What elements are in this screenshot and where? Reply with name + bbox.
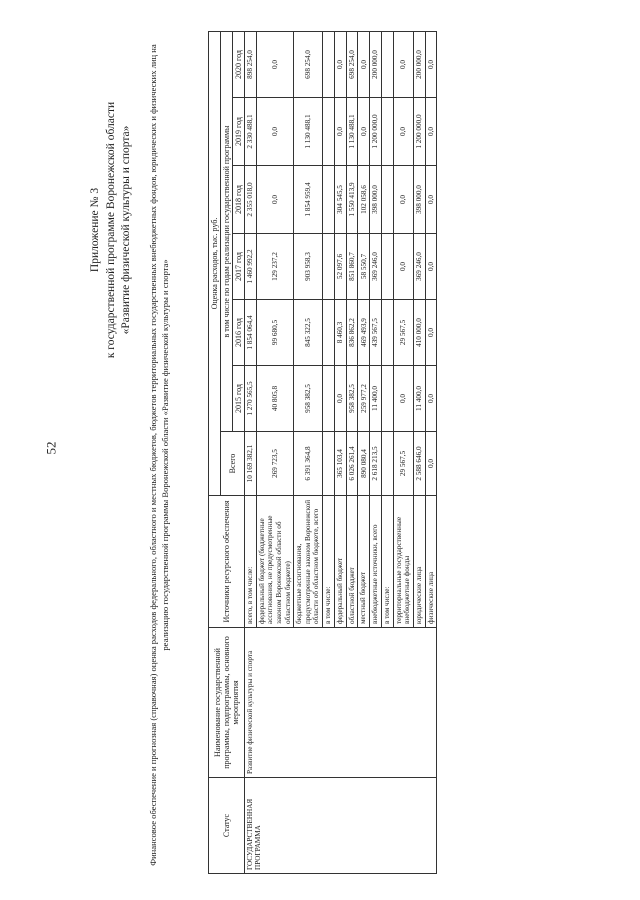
year-value-cell: 0,0: [425, 98, 437, 166]
year-value-cell: 0,0: [393, 166, 413, 234]
year-value-cell: [323, 234, 335, 300]
year-value-cell: 369 246,0: [413, 234, 425, 300]
total-cell: 269 723,5: [256, 432, 294, 496]
year-value-cell: 129 237,2: [256, 234, 294, 300]
year-value-cell: 851 860,7: [346, 234, 358, 300]
header-total: Всего: [221, 432, 245, 496]
year-value-cell: 1 200 000,0: [413, 98, 425, 166]
year-value-cell: 2 355 018,0: [245, 166, 257, 234]
year-value-cell: 0,0: [256, 31, 294, 97]
page-number: 52: [43, 441, 59, 455]
status-cell: ГОСУДАРСТВЕННАЯ ПРОГРАММА: [245, 778, 437, 874]
year-value-cell: 398 000,0: [413, 166, 425, 234]
year-value-cell: 1 854 959,4: [294, 166, 323, 234]
total-cell: 365 103,4: [335, 432, 347, 496]
header-year: 2019 год: [233, 98, 245, 166]
total-cell: 6 391 364,8: [294, 432, 323, 496]
total-cell: 6 026 261,4: [346, 432, 358, 496]
year-value-cell: [323, 300, 335, 366]
rotated-sheet: [30, 10, 630, 890]
total-cell: 29 567,5: [393, 432, 413, 496]
total-cell: 2 588 646,0: [413, 432, 425, 496]
year-value-cell: 8 460,3: [335, 300, 347, 366]
year-value-cell: 40 805,8: [256, 366, 294, 432]
year-value-cell: 1 550 413,9: [346, 166, 358, 234]
year-value-cell: 200 000,0: [370, 31, 382, 97]
year-value-cell: 369 246,0: [370, 234, 382, 300]
year-value-cell: 0,0: [425, 366, 437, 432]
total-cell: 2 618 213,5: [370, 432, 382, 496]
year-value-cell: 0,0: [425, 234, 437, 300]
year-value-cell: 0,0: [335, 98, 347, 166]
header-year: 2018 год: [233, 166, 245, 234]
source-cell: местный бюджет: [358, 496, 370, 628]
year-value-cell: 58 550,7: [358, 234, 370, 300]
header-year: 2015 год: [233, 366, 245, 432]
year-value-cell: [381, 300, 393, 366]
year-value-cell: 1 200 000,0: [370, 98, 382, 166]
year-value-cell: 898 254,0: [245, 31, 257, 97]
appendix-line-2: «Развитие физической культуры и спорта»: [120, 125, 133, 335]
appendix-title: Приложение № 3: [89, 187, 101, 273]
source-cell: физические лица: [425, 496, 437, 628]
source-cell: юридические лица: [413, 496, 425, 628]
year-value-cell: 958 382,5: [346, 366, 358, 432]
year-value-cell: [323, 31, 335, 97]
year-value-cell: 0,0: [335, 31, 347, 97]
year-value-cell: 1 130 488,1: [346, 98, 358, 166]
year-value-cell: 0,0: [335, 366, 347, 432]
year-value-cell: 1 270 565,5: [245, 366, 257, 432]
header-year: 2020 год: [233, 31, 245, 97]
year-value-cell: 698 254,0: [346, 31, 358, 97]
source-cell: федеральный бюджет: [335, 496, 347, 628]
year-value-cell: 398 000,0: [370, 166, 382, 234]
year-value-cell: 958 382,5: [294, 366, 323, 432]
budget-table: [208, 31, 437, 874]
year-value-cell: [323, 366, 335, 432]
year-value-cell: [381, 166, 393, 234]
year-value-cell: 11 400,0: [370, 366, 382, 432]
year-value-cell: 836 862,2: [346, 300, 358, 366]
year-value-cell: 11 400,0: [413, 366, 425, 432]
program-name-cell: Развитие физической культуры и спорта: [245, 628, 437, 778]
source-cell: всего, в том числе:: [245, 496, 257, 628]
header-source: Источники ресурсного обеспечения: [209, 496, 245, 628]
year-value-cell: 903 958,3: [294, 234, 323, 300]
year-value-cell: 469 493,9: [358, 300, 370, 366]
year-value-cell: [381, 366, 393, 432]
year-value-cell: 0,0: [425, 31, 437, 97]
year-value-cell: 0,0: [393, 98, 413, 166]
source-cell: в том числе:: [323, 496, 335, 628]
header-name: Наименование государственной программы, подпрограммы, основного мероприятия: [209, 628, 245, 778]
year-value-cell: 698 254,0: [294, 31, 323, 97]
source-cell: федеральный бюджет (бюджетные ассигнования, не предусмотренные законом Воронежской области об областном бюджете): [256, 496, 294, 628]
source-cell: внебюджетные источники, всего: [370, 496, 382, 628]
year-value-cell: 99 680,5: [256, 300, 294, 366]
appendix-header: [88, 90, 135, 370]
year-value-cell: 0,0: [393, 234, 413, 300]
header-year: 2016 год: [233, 300, 245, 366]
total-cell: 0,0: [425, 432, 437, 496]
total-cell: [381, 432, 393, 496]
total-cell: 10 169 382,1: [245, 432, 257, 496]
year-value-cell: 0,0: [358, 98, 370, 166]
year-value-cell: 845 322,5: [294, 300, 323, 366]
year-value-cell: 0,0: [425, 166, 437, 234]
total-cell: [323, 432, 335, 496]
header-by-year: в том числе по годам реализации государственной программы: [221, 31, 233, 431]
year-value-cell: 1 130 488,1: [294, 98, 323, 166]
table-caption: Финансовое обеспечение и прогнозная (справочная) оценка расходов федерального, областного и местных бюджетов, бюджетов территориальных государственных внебюджетных фондов, юридических и физических лиц на реализацию государственной программы Воронежской области «Развитие физической культуры и спорта»: [148, 44, 170, 866]
appendix-line-1: к государственной программе Воронежской области: [104, 101, 117, 359]
year-value-cell: 0,0: [393, 31, 413, 97]
year-value-cell: 0,0: [393, 366, 413, 432]
year-value-cell: 0,0: [256, 98, 294, 166]
table-row: [245, 31, 257, 873]
source-cell: территориальные государственные внебюджетные фонды: [393, 496, 413, 628]
source-cell: в том числе:: [381, 496, 393, 628]
year-value-cell: 410 000,0: [413, 300, 425, 366]
year-value-cell: [381, 31, 393, 97]
year-value-cell: [381, 234, 393, 300]
source-cell: областной бюджет: [346, 496, 358, 628]
total-cell: 890 080,4: [358, 432, 370, 496]
year-value-cell: [323, 98, 335, 166]
year-value-cell: [323, 166, 335, 234]
year-value-cell: 259 977,2: [358, 366, 370, 432]
header-year: 2017 год: [233, 234, 245, 300]
year-value-cell: 29 567,5: [393, 300, 413, 366]
year-value-cell: 0,0: [358, 31, 370, 97]
year-value-cell: 52 097,6: [335, 234, 347, 300]
year-value-cell: 2 330 488,1: [245, 98, 257, 166]
year-value-cell: 304 545,5: [335, 166, 347, 234]
header-estimate: Оценка расходов, тыс. руб.: [209, 31, 221, 495]
year-value-cell: 439 567,5: [370, 300, 382, 366]
year-value-cell: 0,0: [256, 166, 294, 234]
year-value-cell: 0,0: [425, 300, 437, 366]
year-value-cell: 200 000,0: [413, 31, 425, 97]
source-cell: бюджетные ассигнования, предусмотренные законом Воронежской области об областном бюджете, всего: [294, 496, 323, 628]
year-value-cell: 1 854 064,4: [245, 300, 257, 366]
year-value-cell: [381, 98, 393, 166]
header-status: Статус: [209, 778, 245, 874]
year-value-cell: 102 058,6: [358, 166, 370, 234]
year-value-cell: 1 460 992,2: [245, 234, 257, 300]
